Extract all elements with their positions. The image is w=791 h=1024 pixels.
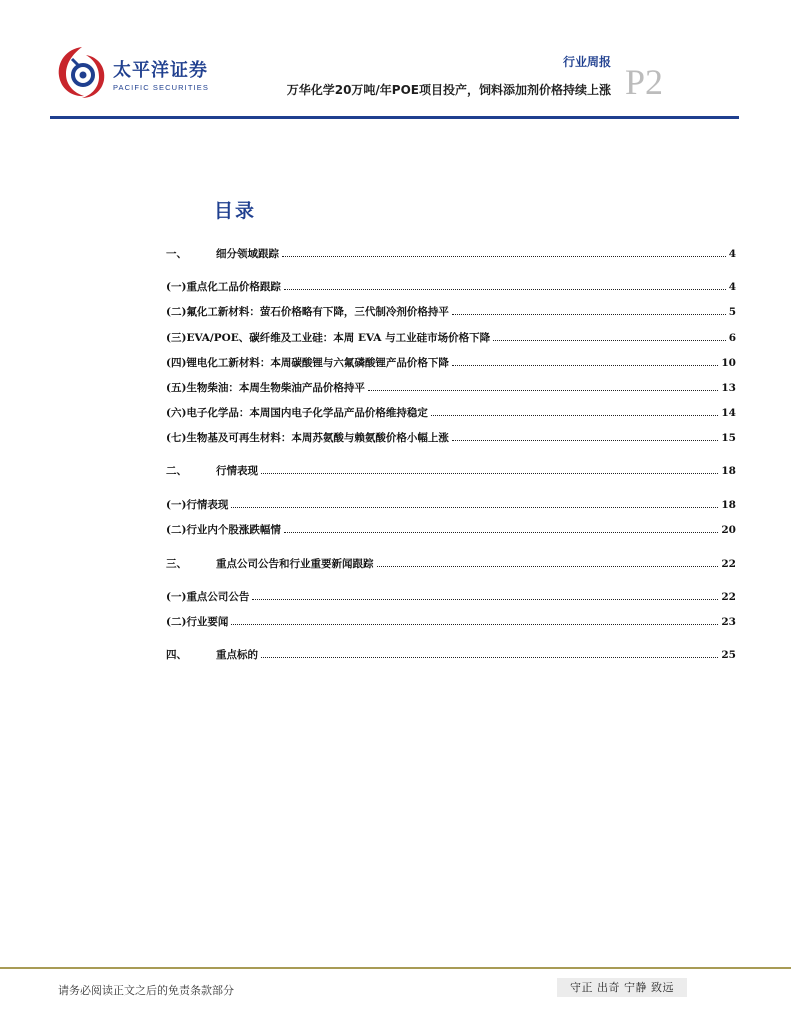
toc-entry-page: 22 (721, 558, 736, 570)
toc-entry-text: 重点化工品价格跟踪 (186, 281, 281, 293)
toc-entry-page: 20 (721, 524, 736, 536)
toc-entry-number: (一) (166, 281, 187, 293)
toc-entry-number: (三) (166, 332, 187, 344)
toc-entry-number: 三、 (166, 558, 187, 570)
toc-entry-page: 4 (728, 248, 736, 260)
toc-entry-number: (二) (166, 524, 187, 536)
toc-entry-text: 重点公司公告和行业重要新闻跟踪 (216, 558, 374, 570)
toc-entry-page: 22 (721, 591, 736, 603)
toc-leader-dots (284, 288, 726, 290)
toc-entry-page: 13 (721, 382, 736, 394)
toc-entry-number: (一) (166, 499, 187, 511)
toc-entry-text: 生物柴油：本周生物柴油产品价格持平 (186, 382, 365, 394)
toc-entry-page: 5 (728, 306, 736, 318)
toc-entry-number: (五) (166, 382, 187, 394)
toc-entry[interactable] (166, 647, 736, 663)
toc-entry-number: 二、 (166, 465, 187, 477)
toc-entry-text: 锂电化工新材料：本周碳酸锂与六氟磷酸锂产品价格下降 (186, 357, 449, 369)
toc-entry[interactable] (166, 279, 736, 295)
toc-leader-dots (261, 656, 718, 658)
toc-leader-dots (261, 472, 718, 474)
toc-entry-text: 行情表现 (186, 499, 229, 511)
toc-entry[interactable] (166, 589, 736, 605)
toc-entry-number: (二) (166, 616, 187, 628)
brand-name-en: PACIFIC SECURITIES (113, 83, 209, 92)
report-title: 万华化学20万吨/年POE项目投产，饲料添加剂价格持续上涨 (286, 83, 611, 97)
toc-entry-number: (六) (166, 407, 187, 419)
toc-entry[interactable] (166, 380, 736, 396)
toc-entry-page: 6 (728, 332, 736, 344)
toc-leader-dots (452, 313, 726, 315)
toc-entry[interactable] (166, 497, 736, 513)
toc-entry-text: 行业要闻 (186, 616, 229, 628)
footer-rule (0, 967, 791, 969)
toc-leader-dots (284, 531, 718, 533)
toc-entry-page: 4 (728, 281, 736, 293)
toc-leader-dots (252, 598, 718, 600)
toc-leader-dots (431, 414, 718, 416)
toc-entry-page: 15 (721, 432, 736, 444)
toc-entry-text: 生物基及可再生材料：本周苏氨酸与赖氨酸价格小幅上涨 (186, 432, 449, 444)
toc-leader-dots (231, 506, 718, 508)
toc-entry[interactable] (166, 556, 736, 572)
toc-entry-page: 25 (721, 649, 736, 661)
toc-entry-number: (七) (166, 432, 187, 444)
toc-entry-page: 14 (721, 407, 736, 419)
toc-entry[interactable] (166, 330, 736, 346)
toc-entry-page: 18 (721, 465, 736, 477)
toc-title: 目录 (214, 200, 257, 222)
toc-leader-dots (282, 255, 726, 257)
toc-entry-page: 23 (721, 616, 736, 628)
page-label: P2 (625, 62, 664, 102)
toc-entry-page: 10 (721, 357, 736, 369)
toc-entry[interactable] (166, 246, 736, 262)
toc-entry-number: 一、 (166, 248, 187, 260)
toc-entry-number: (四) (166, 357, 187, 369)
toc-entry-text: 行情表现 (216, 465, 258, 477)
toc-entry-number: (二) (166, 306, 187, 318)
brand-block (113, 61, 209, 92)
toc-entry[interactable] (166, 304, 736, 320)
header-rule (50, 116, 739, 119)
toc-entry-page: 18 (721, 499, 736, 511)
toc-entry-text: EVA/POE、碳纤维及工业硅：本周 EVA 与工业硅市场价格下降 (186, 332, 491, 344)
toc-entry[interactable] (166, 522, 736, 538)
toc-entry[interactable] (166, 355, 736, 371)
toc-entry[interactable] (166, 463, 736, 479)
toc-leader-dots (452, 364, 718, 366)
toc-entry[interactable] (166, 405, 736, 421)
footer-disclaimer: 请务必阅读正文之后的免责条款部分 (58, 984, 234, 997)
company-logo (52, 43, 112, 101)
toc-entry[interactable] (166, 614, 736, 630)
toc-entry-text: 重点标的 (216, 649, 258, 661)
footer-motto: 守正 出奇 宁静 致远 (557, 978, 687, 997)
toc-entry-text: 重点公司公告 (186, 591, 250, 603)
toc-leader-dots (377, 565, 719, 567)
toc-entry[interactable] (166, 430, 736, 446)
toc-leader-dots (493, 339, 726, 341)
toc-entry-text: 电子化学品：本周国内电子化学品产品价格维持稳定 (186, 407, 428, 419)
toc-entry-text: 行业内个股涨跌幅情 (186, 524, 281, 536)
toc-leader-dots (231, 623, 718, 625)
report-type: 行业周报 (562, 55, 611, 69)
toc-entry-text: 细分领域跟踪 (216, 248, 279, 260)
brand-name-cn: 太平洋证券 (113, 60, 208, 81)
toc-entry-text: 氟化工新材料：萤石价格略有下降，三代制冷剂价格持平 (186, 306, 449, 318)
toc-leader-dots (452, 439, 718, 441)
toc-entry-number: 四、 (166, 649, 187, 661)
toc-entry-number: (一) (166, 591, 187, 603)
toc-leader-dots (368, 389, 718, 391)
